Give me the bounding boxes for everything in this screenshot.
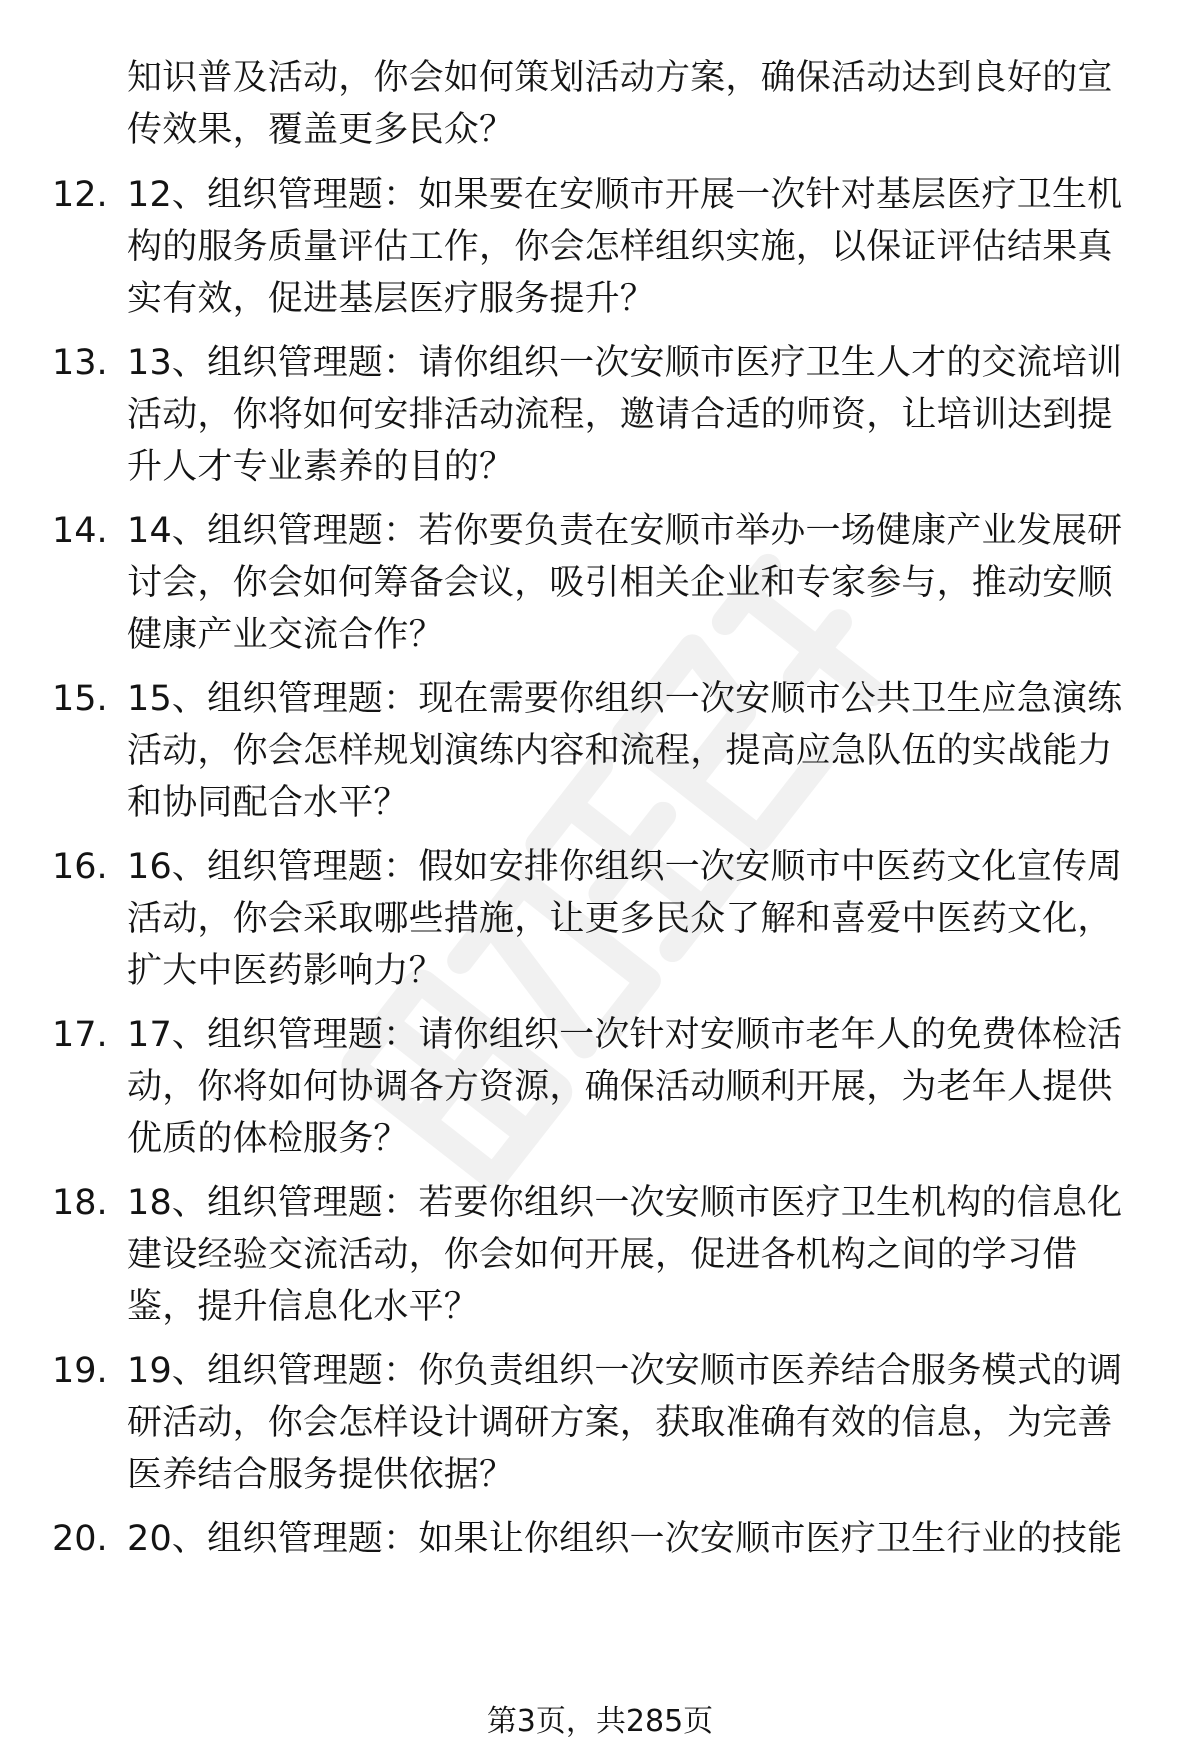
page-number-footer: 第3页，共285页 — [486, 1704, 714, 1739]
item-text-line: 13、组织管理题：请你组织一次安顺市医疗卫生人才的交流培训 — [127, 343, 1123, 383]
item-text-line: 动，你将如何协调各方资源，确保活动顺利开展，为老年人提供 — [127, 1067, 1113, 1107]
item-text-line: 19、组织管理题：你负责组织一次安顺市医养结合服务模式的调 — [127, 1351, 1123, 1391]
item-text-line: 传效果，覆盖更多民众？ — [127, 110, 515, 150]
item-number: 16. — [52, 847, 108, 887]
item-text-line: 15、组织管理题：现在需要你组织一次安顺市公共卫生应急演练 — [127, 679, 1123, 719]
item-text-line: 讨会，你会如何筹备会议，吸引相关企业和专家参与，推动安顺 — [127, 563, 1113, 603]
item-text-line: 活动，你会采取哪些措施，让更多民众了解和喜爱中医药文化， — [127, 899, 1113, 939]
item-number: 15. — [52, 679, 108, 719]
item-text-line: 12、组织管理题：如果要在安顺市开展一次针对基层医疗卫生机 — [127, 175, 1123, 215]
item-text-line: 实有效，促进基层医疗服务提升？ — [127, 279, 656, 319]
item-text-line: 健康产业交流合作？ — [127, 615, 444, 655]
item-number: 12. — [52, 175, 108, 215]
item-number: 19. — [52, 1351, 108, 1391]
item-text-line: 构的服务质量评估工作，你会怎样组织实施，以保证评估结果真 — [127, 227, 1113, 267]
item-text-line: 扩大中医药影响力？ — [127, 951, 444, 991]
item-text-line: 建设经验交流活动，你会如何开展，促进各机构之间的学习借 — [127, 1235, 1078, 1275]
item-text-line: 和协同配合水平？ — [127, 783, 409, 823]
item-number: 17. — [52, 1015, 108, 1055]
item-text-line: 研活动，你会怎样设计调研方案，获取准确有效的信息，为完善 — [127, 1403, 1113, 1443]
item-number: 18. — [52, 1183, 108, 1223]
item-number: 13. — [52, 343, 108, 383]
item-text-line: 升人才专业素养的目的？ — [127, 447, 515, 487]
item-text-line: 优质的体检服务？ — [127, 1119, 409, 1159]
item-text-line: 17、组织管理题：请你组织一次针对安顺市老年人的免费体检活 — [127, 1015, 1123, 1055]
item-text-line: 鉴，提升信息化水平？ — [127, 1287, 480, 1327]
item-number: 14. — [52, 511, 108, 551]
item-text-line: 18、组织管理题：若要你组织一次安顺市医疗卫生机构的信息化 — [127, 1183, 1123, 1223]
item-text-line: 活动，你会怎样规划演练内容和流程，提高应急队伍的实战能力 — [127, 731, 1113, 771]
item-text-line: 14、组织管理题：若你要负责在安顺市举办一场健康产业发展研 — [127, 511, 1123, 551]
item-text-line: 医养结合服务提供依据？ — [127, 1455, 515, 1495]
item-text-line: 20、组织管理题：如果让你组织一次安顺市医疗卫生行业的技能 — [127, 1519, 1123, 1559]
item-text-line: 16、组织管理题：假如安排你组织一次安顺市中医药文化宣传周 — [127, 847, 1123, 887]
item-text-line: 活动，你将如何安排活动流程，邀请合适的师资，让培训达到提 — [127, 395, 1113, 435]
item-text-line: 知识普及活动，你会如何策划活动方案，确保活动达到良好的宣 — [127, 58, 1113, 98]
item-number: 20. — [52, 1519, 108, 1559]
